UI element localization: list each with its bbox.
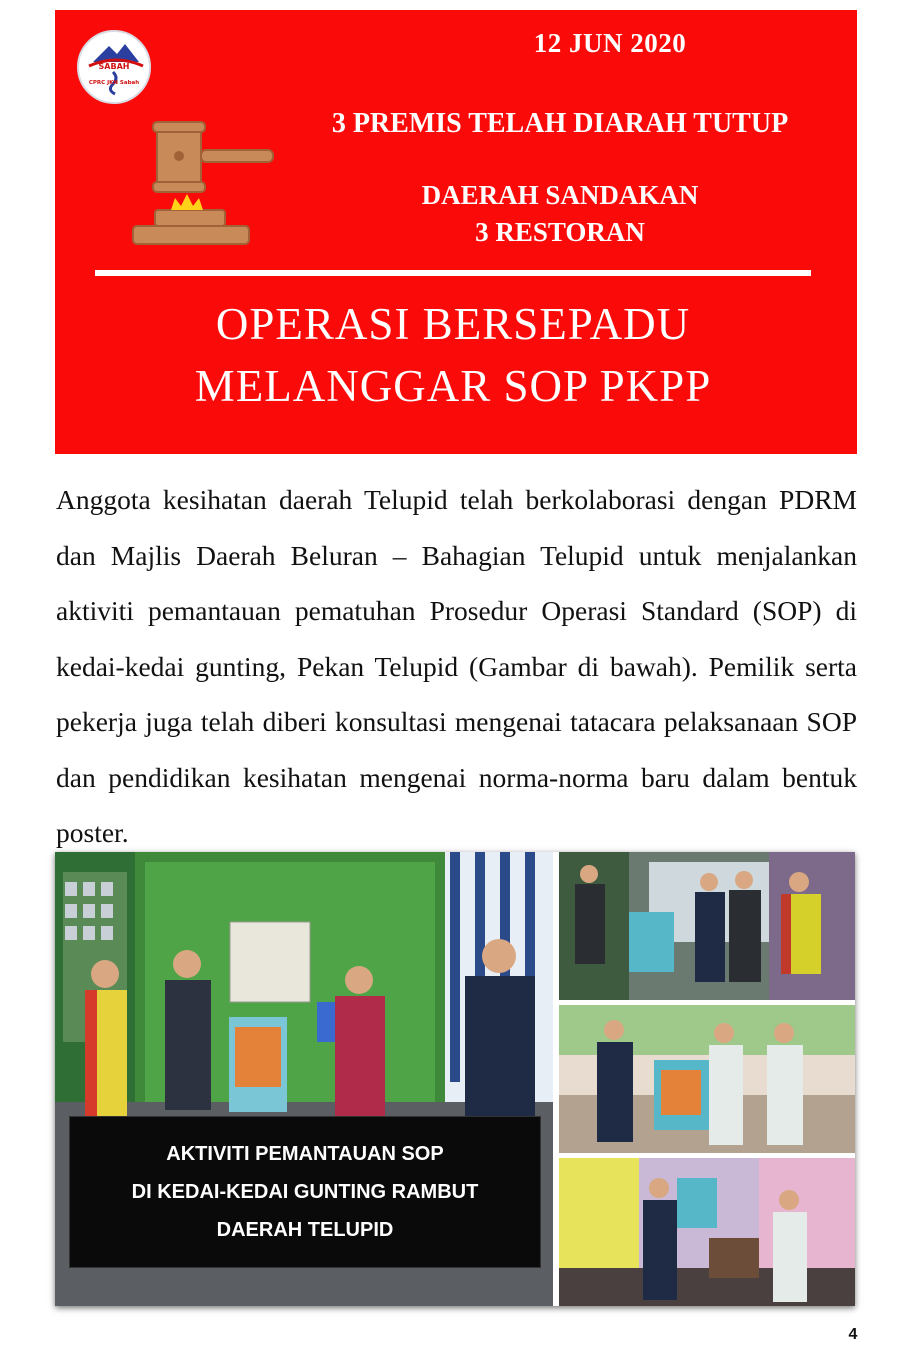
caption-line-3: DAERAH TELUPID [216,1219,394,1241]
gavel-icon [127,120,277,260]
logo-top-text: SABAH [98,62,130,71]
page-number: 4 [848,1326,858,1343]
banner-title-line1: OPERASI BERSEPADU [215,299,691,349]
logo-bottom-text: CPRC JKN Sabah [88,80,140,86]
cprc-logo [77,30,151,104]
side-photo-1 [559,852,855,1000]
main-photo [55,852,553,1306]
banner-title-line2: MELANGGAR SOP PKPP [194,361,712,411]
side-photo-3 [559,1158,855,1306]
banner-premises-closed: 3 PREMIS TELAH DIARAH TUTUP [331,108,789,139]
body-paragraph: Anggota kesihatan daerah Telupid telah berkolaborasi dengan PDRM dan Majlis Daerah Beluran – Bahagian Telupid untuk menjalankan aktiviti pemantauan pematuhan Prosedur Operasi Standard (SOP) di kedai-kedai gunting, Pekan Telupid (Gambar di bawah). Pemilik serta pekerja juga telah diberi konsultasi mengenai tatacara pelaksanaan SOP dan pendidikan kesihatan mengenai norma-norma baru dalam bentuk poster. [56,484,857,848]
side-photo-2 [559,1005,855,1153]
header-banner [55,10,857,454]
caption-line-2: DI KEDAI-KEDAI GUNTING RAMBUT [131,1181,479,1203]
banner-divider [95,270,811,276]
banner-district: DAERAH SANDAKAN [421,180,699,210]
caption-box [69,1116,541,1268]
caption-line-1: AKTIVITI PEMANTAUAN SOP [166,1143,444,1165]
photo-collage [55,852,855,1306]
banner-restaurants: 3 RESTORAN [475,217,645,247]
banner-date: 12 JUN 2020 [533,28,687,58]
